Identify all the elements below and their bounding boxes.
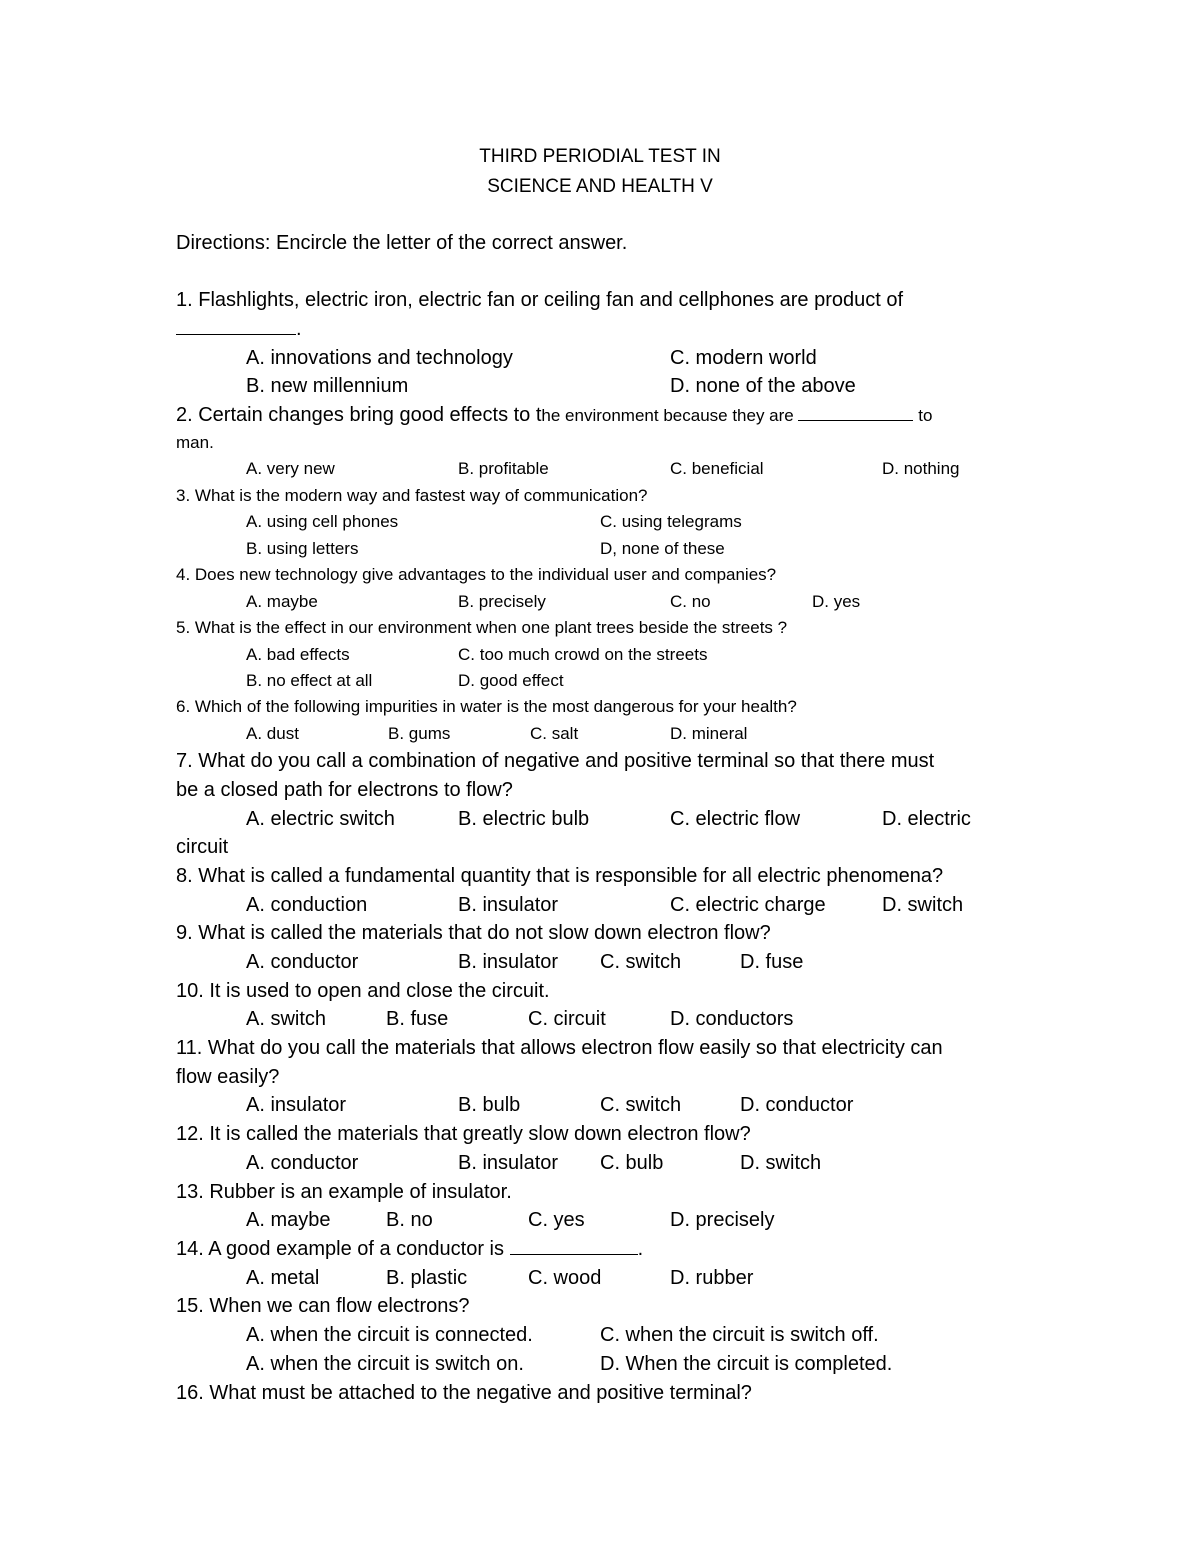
q8-option-b: B. insulator [458,894,559,916]
directions: Directions: Encircle the letter of the correct answer. [176,232,628,254]
q10-option-d: D. conductors [670,1008,794,1030]
q6-option-c: C. salt [530,724,579,743]
q1-option-d: D. none of the above [670,375,856,397]
title-line-1: THIRD PERIODIAL TEST IN [479,146,721,167]
q2-option-a: A. very new [246,459,335,478]
q10-option-c: C. circuit [528,1008,606,1030]
q13-option-a: A. maybe [246,1209,331,1231]
q15-option-a-second: A. when the circuit is switch on. [246,1353,524,1375]
question-5: 5. What is the effect in our environment when one plant trees beside the streets ? [176,618,788,637]
question-14-end: . [637,1238,644,1260]
q3-option-d: D, none of these [600,539,725,558]
q9-option-a: A. conductor [246,951,359,973]
question-11: 11. What do you call the materials that allows electron flow easily so that electricity can [176,1037,943,1059]
q7-option-d: D. electric [882,808,971,830]
q2-option-c: C. beneficial [670,459,764,478]
q13-option-c: C. yes [528,1209,585,1231]
q10-option-b: B. fuse [386,1008,449,1030]
q14-option-d: D. rubber [670,1267,754,1289]
q8-option-a: A. conduction [246,894,368,916]
q11-option-c: C. switch [600,1094,682,1116]
question-16: 16. What must be attached to the negative and positive terminal? [176,1382,752,1404]
question-2-part-b: he environment because they are [541,406,794,425]
q15-option-c: C. when the circuit is switch off. [600,1324,879,1346]
q4-option-c: C. no [670,592,711,611]
q9-option-b: B. insulator [458,951,559,973]
q5-option-b: B. no effect at all [246,671,373,690]
q11-option-d: D. conductor [740,1094,854,1116]
question-13: 13. Rubber is an example of insulator. [176,1181,512,1203]
q4-option-a: A. maybe [246,592,318,611]
q11-option-b: B. bulb [458,1094,521,1116]
question-14-text: 14. A good example of a conductor is [176,1238,504,1260]
q12-option-c: C. bulb [600,1152,664,1174]
q15-option-a: A. when the circuit is connected. [246,1324,533,1346]
question-11-cont: flow easily? [176,1066,280,1088]
q11-option-a: A. insulator [246,1094,347,1116]
question-1: 1. Flashlights, electric iron, electric fan or ceiling fan and cellphones are product of [176,289,904,311]
question-2-cont: man. [176,433,214,452]
q13-option-b: B. no [386,1209,433,1231]
question-1-end: . [296,318,302,340]
q6-option-b: B. gums [388,724,451,743]
q1-option-a: A. innovations and technology [246,347,513,369]
q14-option-b: B. plastic [386,1267,468,1289]
q3-option-c: C. using telegrams [600,512,742,531]
q5-option-c: C. too much crowd on the streets [458,645,708,664]
q7-option-d-cont: circuit [176,836,229,858]
title-line-2: SCIENCE AND HEALTH V [487,176,713,197]
question-9: 9. What is called the materials that do not slow down electron flow? [176,922,771,944]
q4-option-b: B. precisely [458,592,546,611]
question-2 [176,405,932,425]
answer-blank [798,406,913,421]
q5-option-a: A. bad effects [246,645,350,664]
q12-option-d: D. switch [740,1152,822,1174]
q3-option-b: B. using letters [246,539,359,558]
question-2-blank [794,406,918,425]
q15-option-d: D. When the circuit is completed. [600,1353,893,1375]
q4-option-d: D. yes [812,592,861,611]
question-7: 7. What do you call a combination of negative and positive terminal so that there must [176,750,935,772]
q12-option-b: B. insulator [458,1152,559,1174]
q14-option-c: C. wood [528,1267,602,1289]
question-14 [176,1239,643,1259]
q6-option-d: D. mineral [670,724,748,743]
answer-blank [510,1240,638,1255]
question-3: 3. What is the modern way and fastest way of communication? [176,486,648,505]
question-1-blank [176,319,302,339]
q1-option-c: C. modern world [670,347,817,369]
q7-option-a: A. electric switch [246,808,395,830]
q7-option-c: C. electric flow [670,808,801,830]
question-10: 10. It is used to open and close the circuit. [176,980,550,1002]
question-8: 8. What is called a fundamental quantity that is responsible for all electric phenomena? [176,865,944,887]
q8-option-d: D. switch [882,894,964,916]
question-6: 6. Which of the following impurities in water is the most dangerous for your health? [176,697,797,716]
q9-option-c: C. switch [600,951,682,973]
q3-option-a: A. using cell phones [246,512,399,531]
q14-option-a: A. metal [246,1267,320,1289]
q13-option-d: D. precisely [670,1209,775,1231]
q10-option-a: A. switch [246,1008,327,1030]
q5-option-d: D. good effect [458,671,564,690]
question-2-part-a: 2. Certain changes bring good effects to t [176,404,542,426]
q8-option-c: C. electric charge [670,894,826,916]
answer-blank [176,320,296,335]
q1-option-b: B. new millennium [246,375,409,397]
q2-option-d: D. nothing [882,459,960,478]
question-4: 4. Does new technology give advantages to the individual user and companies? [176,565,777,584]
question-15: 15. When we can flow electrons? [176,1295,470,1317]
question-12: 12. It is called the materials that greatly slow down electron flow? [176,1123,751,1145]
q6-option-a: A. dust [246,724,299,743]
q9-option-d: D. fuse [740,951,804,973]
question-7-cont: be a closed path for electrons to flow? [176,779,513,801]
q12-option-a: A. conductor [246,1152,359,1174]
q2-option-b: B. profitable [458,459,549,478]
q7-option-b: B. electric bulb [458,808,590,830]
question-2-part-c: to [918,406,933,425]
